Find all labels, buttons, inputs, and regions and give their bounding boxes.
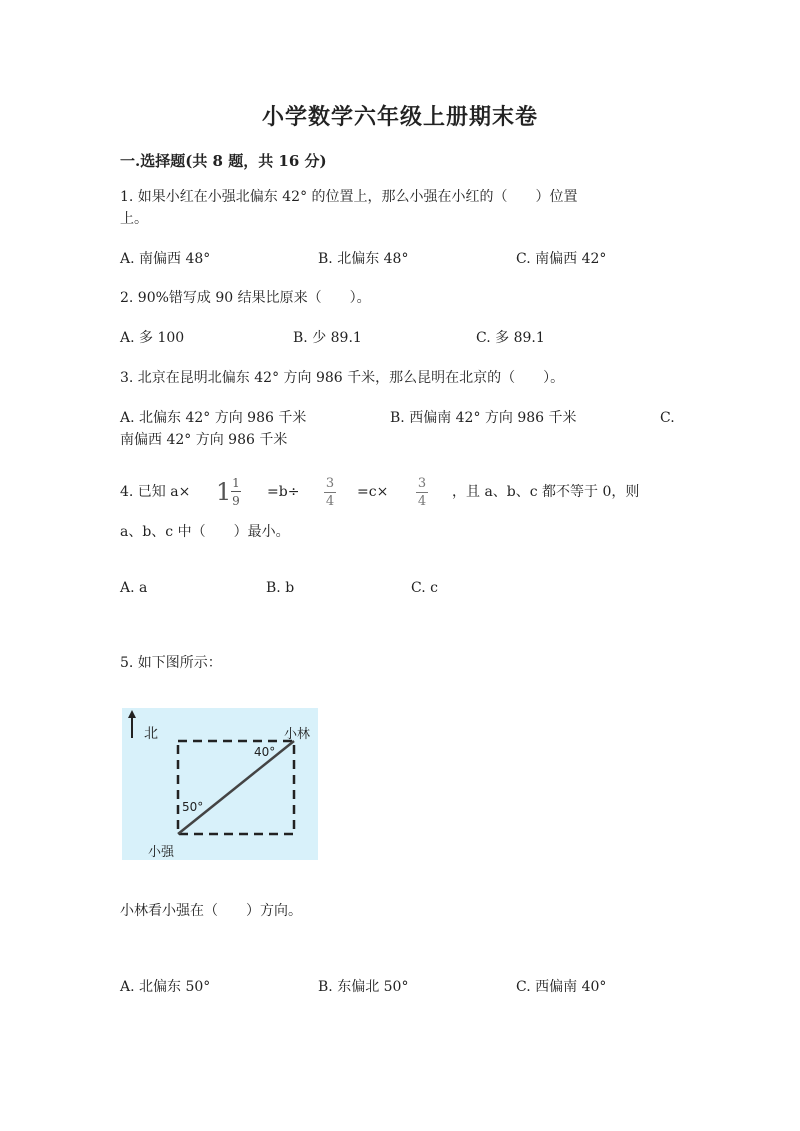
q4-fraction-1-numerator: 3 <box>325 476 335 491</box>
q1-text-line2: 上。 <box>120 211 148 227</box>
q4-mixed-number <box>216 476 246 510</box>
q4-suffix: ，且 a、b、c 都不等于 0，则 <box>452 484 640 500</box>
q4-prefix: 4. 已知 a× <box>120 484 191 500</box>
q5-option-a[interactable]: A. 北偏东 50° <box>120 979 211 995</box>
q3-option-a[interactable]: A. 北偏东 42° 方向 986 千米 <box>120 410 307 426</box>
q4-mixed-fraction <box>231 476 241 508</box>
q4-mixed-denominator: 9 <box>232 494 240 508</box>
q2-option-a[interactable]: A. 多 100 <box>120 330 185 346</box>
q1-option-b[interactable]: B. 北偏东 48° <box>318 251 409 267</box>
q4-fraction-2 <box>416 476 428 509</box>
q5-option-b[interactable]: B. 东偏北 50° <box>318 979 409 995</box>
north-label: 北 <box>144 726 158 742</box>
north-arrow-head-icon <box>128 710 136 718</box>
q4-eq-b: =b÷ <box>267 484 300 500</box>
q4-option-b[interactable]: B. b <box>266 580 295 596</box>
direction-diagram-svg <box>122 708 318 860</box>
section-heading: 一.选择题(共 8 题，共 16 分) <box>120 152 327 170</box>
q2-text: 2. 90%错写成 90 结果比原来（ ）。 <box>120 290 371 306</box>
q4-fraction-2-denominator: 4 <box>417 494 427 509</box>
q1-text-line1: 1. 如果小红在小强北偏东 42° 的位置上，那么小强在小红的（ ）位置 <box>120 189 578 205</box>
page-title: 小学数学六年级上册期末卷 <box>261 104 538 130</box>
angle-bottom-label: 50° <box>182 800 204 814</box>
q3-option-c-continued[interactable]: 南偏西 42° 方向 986 千米 <box>120 432 288 448</box>
q2-option-c[interactable]: C. 多 89.1 <box>476 330 545 346</box>
q4-option-a[interactable]: A. a <box>120 580 148 596</box>
q1-option-a[interactable]: A. 南偏西 48° <box>120 251 211 267</box>
q3-option-b[interactable]: B. 西偏南 42° 方向 986 千米 <box>390 410 577 426</box>
q3-text: 3. 北京在昆明北偏东 42° 方向 986 千米，那么昆明在北京的（ ）。 <box>120 370 565 386</box>
q4-fraction-1-denominator: 4 <box>325 494 335 509</box>
q5-option-c[interactable]: C. 西偏南 40° <box>516 979 607 995</box>
fraction-bar <box>231 491 241 493</box>
xiaolin-label: 小林 <box>284 727 311 742</box>
q4-mixed-whole: 1 <box>216 478 232 506</box>
diagonal-line <box>178 741 294 834</box>
q4-option-c[interactable]: C. c <box>411 580 438 596</box>
q4-fraction-2-numerator: 3 <box>417 476 427 491</box>
q2-option-b[interactable]: B. 少 89.1 <box>293 330 362 346</box>
q4-mixed-numerator: 1 <box>232 476 240 490</box>
q4-eq-c: =c× <box>357 484 389 500</box>
q4-text-line2: a、b、c 中（ ）最小。 <box>120 524 290 540</box>
q5-text: 5. 如下图所示： <box>120 655 222 671</box>
q3-option-c[interactable]: C. <box>660 410 675 426</box>
q1-option-c[interactable]: C. 南偏西 42° <box>516 251 607 267</box>
fraction-bar <box>416 492 428 493</box>
fraction-bar <box>324 492 336 493</box>
q4-fraction-1 <box>324 476 336 509</box>
direction-diagram <box>122 708 318 860</box>
angle-top-label: 40° <box>254 745 276 759</box>
q5-question: 小林看小强在（ ）方向。 <box>120 903 302 919</box>
xiaoqiang-label: 小强 <box>148 845 175 860</box>
